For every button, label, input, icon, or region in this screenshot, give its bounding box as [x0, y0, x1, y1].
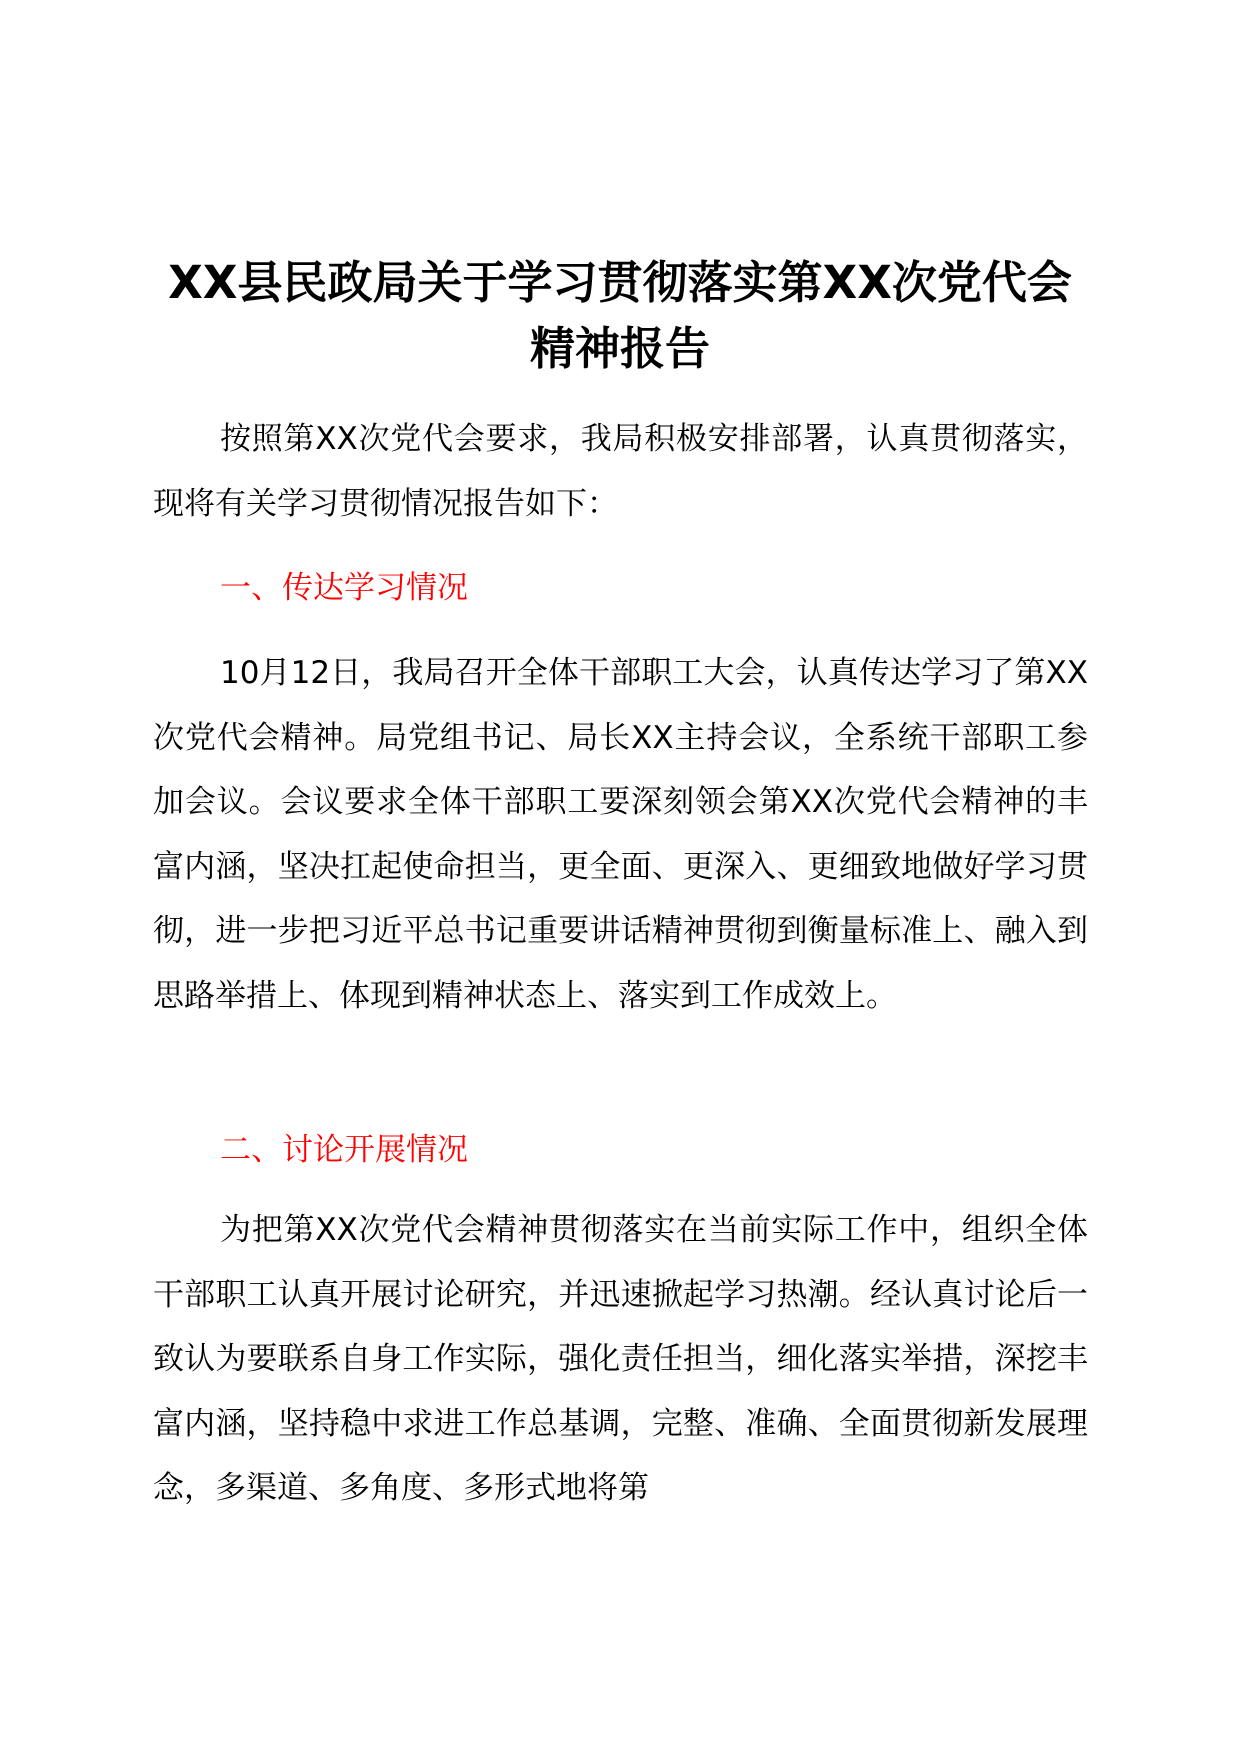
- section-heading-1: 一、传达学习情况: [220, 570, 468, 606]
- section-heading-2: 二、讨论开展情况: [220, 1132, 468, 1168]
- intro-paragraph: 按照第XX次党代会要求，我局积极安排部署，认真贯彻落实，现将有关学习贯彻情况报告如下：: [153, 421, 1088, 522]
- document-title: XX县民政局关于学习贯彻落实第XX次党代会精神报告: [168, 256, 1072, 375]
- section-paragraph-2: 为把第XX次党代会精神贯彻落实在当前实际工作中，组织全体干部职工认真开展讨论研究，并迅速掀起学习热潮。经认真讨论后一致认为要联系自身工作实际，强化责任担当，细化落实举措，深挖丰富内涵，坚持稳中求进工作总基调，完整、准确、全面贯彻新发展理念，多渠道、多角度、多形式地将第: [153, 1212, 1088, 1506]
- section-paragraph-1: 10月12日，我局召开全体干部职工大会，认真传达学习了第XX次党代会精神。局党组书记、局长XX主持会议，全系统干部职工参加会议。会议要求全体干部职工要深刻领会第XX次党代会精神的丰富内涵，坚决扛起使命担当，更全面、更深入、更细致地做好学习贯彻，进一步把习近平总书记重要讲话精神贯彻到衡量标准上、融入到思路举措上、体现到精神状态上、落实到工作成效上。: [153, 655, 1088, 1014]
